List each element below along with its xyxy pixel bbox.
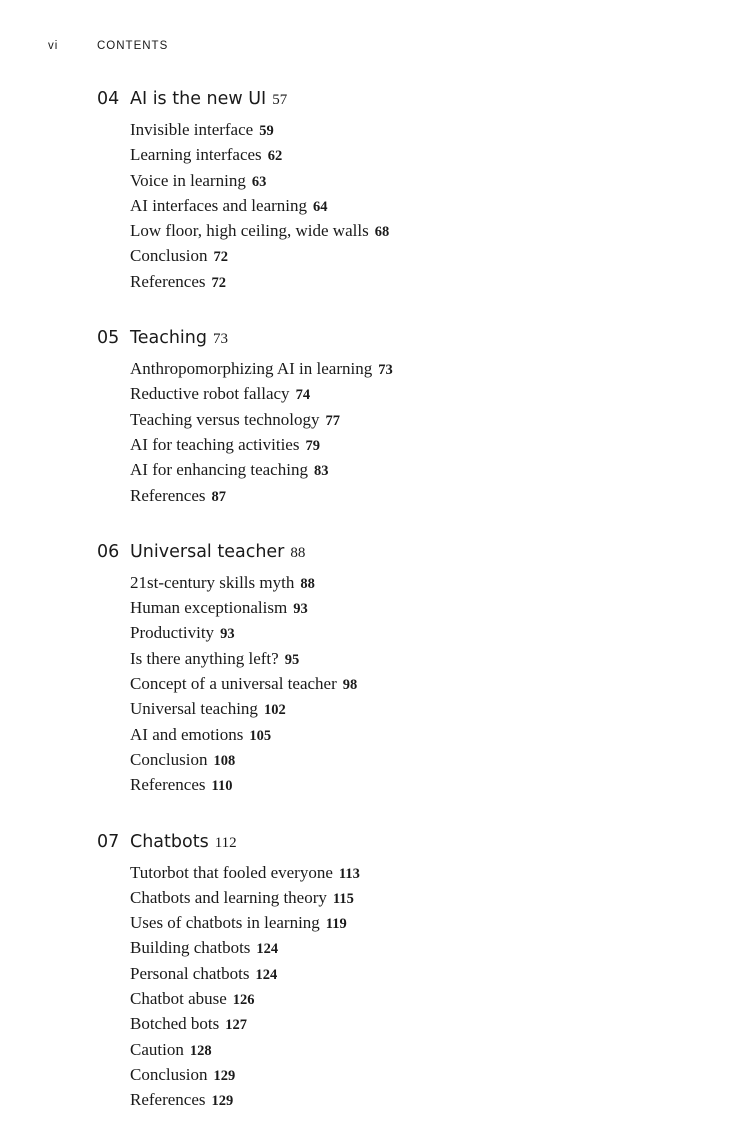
chapter-heading (97, 327, 697, 349)
chapter-page-number: 88 (290, 544, 306, 561)
toc-entry (130, 571, 697, 596)
entry-page-number: 68 (374, 224, 390, 241)
entry-page-number: 124 (256, 941, 279, 958)
toc-entry (130, 1063, 697, 1088)
entry-page-number: 72 (211, 274, 227, 291)
chapter-section (97, 541, 697, 799)
chapter-heading (97, 88, 697, 110)
entry-title: Reductive robot fallacy (130, 384, 290, 404)
chapter-page-number: 73 (212, 331, 228, 348)
entry-page-number: 74 (295, 387, 311, 404)
toc-entry (130, 962, 697, 987)
entry-page-number: 77 (325, 412, 341, 429)
entry-page-number: 127 (225, 1017, 247, 1034)
entry-page-number: 93 (293, 601, 308, 618)
running-head-title: CONTENTS (97, 40, 169, 52)
toc-entry (130, 219, 697, 244)
entry-title: Conclusion (130, 246, 208, 266)
entry-title: Chatbots and learning theory (130, 887, 327, 907)
entry-title: Concept of a universal teacher (130, 674, 337, 694)
toc-entry (130, 382, 697, 407)
entry-title: Uses of chatbots in learning (130, 913, 320, 933)
toc-entry (130, 886, 697, 911)
toc-entry (130, 484, 697, 509)
entry-page-number: 98 (342, 677, 358, 694)
chapter-title: AI is the new UI (130, 89, 267, 109)
chapter-heading (97, 541, 697, 563)
toc-entry (130, 911, 697, 936)
entry-page-number: 108 (213, 752, 236, 769)
entry-page-number: 119 (325, 916, 347, 933)
entry-title: References (130, 1090, 206, 1110)
chapter-title: Universal teacher (130, 541, 285, 562)
entry-page-number: 129 (211, 1093, 234, 1110)
entry-page-number: 88 (300, 575, 315, 592)
entry-title: Invisible interface (130, 120, 254, 139)
entry-page-number: 83 (313, 463, 329, 480)
entry-title: AI for teaching activities (130, 434, 300, 454)
chapter-section (97, 327, 697, 509)
toc-entry (130, 861, 697, 886)
toc-entry (130, 748, 697, 773)
entry-page-number: 93 (220, 626, 235, 643)
entry-title: References (130, 271, 206, 291)
entry-page-number: 126 (232, 992, 255, 1009)
section-list (97, 861, 697, 1114)
entry-title: Personal chatbots (130, 963, 250, 983)
chapter-heading (97, 831, 697, 853)
chapter-title: Teaching (130, 328, 207, 349)
entry-page-number: 64 (313, 198, 328, 215)
entry-title: Low floor, high ceiling, wide walls (130, 221, 369, 241)
entry-page-number: 110 (211, 778, 233, 795)
toc-entry (130, 357, 697, 382)
entry-title: Chatbot abuse (130, 989, 227, 1009)
entry-title: Learning interfaces (130, 145, 262, 165)
chapter-title: Chatbots (130, 831, 209, 852)
running-head (48, 40, 168, 52)
toc-entry (130, 621, 697, 646)
section-list (97, 357, 697, 509)
entry-title: AI for enhancing teaching (130, 460, 308, 480)
entry-title: Caution (130, 1039, 184, 1059)
entry-page-number: 59 (259, 123, 274, 139)
entry-title: Conclusion (130, 749, 208, 769)
toc-entry (130, 169, 697, 194)
chapter-number: 06 (97, 541, 120, 562)
entry-title: Building chatbots (130, 938, 251, 958)
toc-entry (130, 1038, 697, 1063)
chapter-page-number: 112 (214, 834, 237, 851)
toc-entry (130, 697, 697, 722)
section-list (97, 571, 697, 799)
chapter-section (97, 88, 697, 295)
entry-title: Teaching versus technology (130, 409, 320, 429)
entry-page-number: 113 (338, 865, 360, 882)
toc-entry (130, 270, 697, 295)
entry-title: Voice in learning (130, 170, 246, 190)
entry-page-number: 95 (284, 651, 300, 668)
chapter-section (97, 831, 697, 1114)
entry-title: Is there anything left? (130, 648, 279, 668)
section-list (97, 118, 697, 295)
entry-title: Universal teaching (130, 699, 258, 719)
toc-entry (130, 1012, 697, 1037)
entry-title: Conclusion (130, 1064, 208, 1084)
chapter-number: 04 (97, 89, 120, 109)
toc-entry (130, 118, 697, 143)
entry-title: Productivity (130, 623, 215, 643)
toc-entry (130, 773, 697, 798)
toc-entry (130, 936, 697, 961)
entry-page-number: 102 (263, 702, 286, 719)
entry-page-number: 128 (189, 1042, 212, 1059)
entry-title: 21st-century skills myth (130, 572, 295, 592)
entry-title: Anthropomorphizing AI in learning (130, 359, 373, 379)
entry-page-number: 115 (332, 890, 354, 907)
toc-entry (130, 672, 697, 697)
toc-entry (130, 143, 697, 168)
toc-entry (130, 987, 697, 1012)
entry-page-number: 62 (267, 148, 283, 165)
entry-title: References (130, 775, 206, 795)
toc-entry (130, 244, 697, 269)
entry-page-number: 129 (213, 1067, 236, 1084)
toc-entry (130, 1088, 697, 1113)
entry-page-number: 73 (378, 362, 393, 379)
page-folio: vi (48, 40, 59, 52)
toc-entry (130, 458, 697, 483)
entry-title: Botched bots (130, 1014, 220, 1034)
chapter-number: 07 (97, 831, 120, 852)
chapter-number: 05 (97, 328, 120, 349)
entry-page-number: 72 (213, 249, 228, 266)
toc-entry (130, 596, 697, 621)
entry-page-number: 124 (255, 966, 278, 983)
toc-entry (130, 408, 697, 433)
entry-title: Human exceptionalism (130, 598, 288, 618)
entry-page-number: 63 (251, 173, 267, 190)
toc-entry (130, 194, 697, 219)
entry-title: AI interfaces and learning (130, 195, 307, 215)
entry-title: Tutorbot that fooled everyone (130, 862, 333, 882)
entry-page-number: 105 (249, 727, 272, 744)
entry-title: References (130, 485, 206, 505)
toc-entry (130, 647, 697, 672)
contents-list (97, 88, 697, 1146)
entry-title: AI and emotions (130, 724, 244, 744)
chapter-page-number: 57 (272, 92, 288, 108)
entry-page-number: 87 (211, 488, 227, 505)
toc-entry (130, 433, 697, 458)
entry-page-number: 79 (305, 437, 320, 454)
toc-entry (130, 723, 697, 748)
